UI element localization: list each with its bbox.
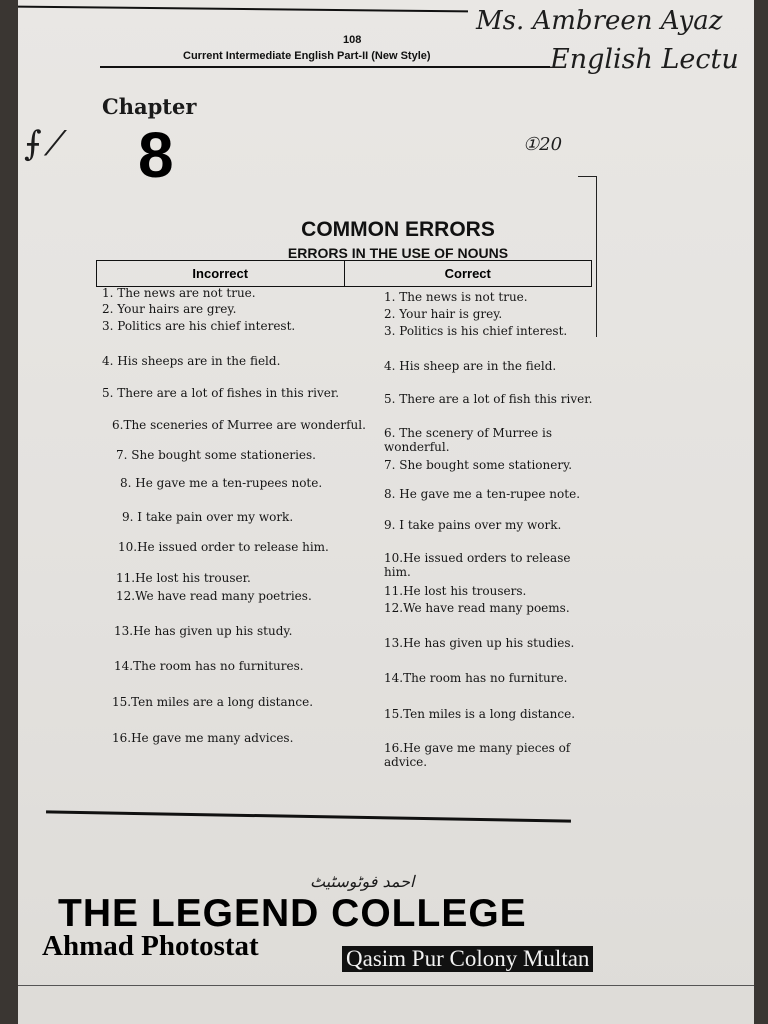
incorrect-16: 16.He gave me many advices. [112, 731, 294, 745]
margin-pen-mark: ⨍ ⁄ [24, 124, 59, 164]
incorrect-2: 2. Your hairs are grey. [102, 302, 237, 316]
correct-2: 2. Your hair is grey. [384, 307, 503, 321]
correct-5: 5. There are a lot of fish this river. [384, 392, 593, 406]
incorrect-15: 15.Ten miles are a long distance. [112, 695, 314, 709]
correct-15: 15.Ten miles is a long distance. [384, 707, 576, 721]
handwritten-name: Ms. Ambreen Ayaz [476, 6, 723, 36]
document-page [18, 0, 754, 1024]
correct-9: 9. I take pains over my work. [384, 518, 562, 532]
correct-12: 12.We have read many poems. [384, 601, 570, 615]
correct-7: 7. She bought some stationery. [384, 458, 573, 472]
shop-name: Ahmad Photostat [42, 930, 259, 962]
incorrect-4: 4. His sheeps are in the field. [102, 354, 281, 368]
correct-1: 1. The news is not true. [384, 290, 528, 304]
incorrect-8: 8. He gave me a ten-rupees note. [120, 476, 323, 490]
incorrect-1: 1. The news are not true. [102, 286, 256, 300]
incorrect-9: 9. I take pain over my work. [122, 510, 294, 524]
incorrect-14: 14.The room has no furnitures. [114, 659, 304, 673]
correct-10: 10.He issued orders to release him. [384, 551, 571, 579]
shop-address: Qasim Pur Colony Multan [342, 946, 593, 972]
footer-rule [46, 810, 571, 822]
correct-4: 4. His sheep are in the field. [384, 359, 557, 373]
header-rule [100, 66, 550, 68]
bottom-rule [18, 985, 754, 986]
correct-3: 3. Politics is his chief interest. [384, 324, 568, 338]
chapter-number: 8 [138, 119, 174, 191]
page-number: 108 [343, 34, 362, 46]
column-header-incorrect: Incorrect [97, 261, 345, 286]
correct-6: 6. The scenery of Murree is wonderful. [384, 426, 553, 454]
urdu-shop-name: احمد فوٹوسٹیٹ [310, 872, 415, 891]
correct-11: 11.He lost his trousers. [384, 584, 527, 598]
incorrect-5: 5. There are a lot of fishes in this river. [102, 386, 340, 400]
section-subtitle: ERRORS IN THE USE OF NOUNS [287, 245, 509, 261]
correct-14: 14.The room has no furniture. [384, 671, 568, 685]
correct-8: 8. He gave me a ten-rupee note. [384, 487, 581, 501]
incorrect-7: 7. She bought some stationeries. [116, 448, 316, 462]
handwritten-mark: ①20 [523, 134, 563, 155]
section-title: COMMON ERRORS [301, 218, 495, 241]
correct-16: 16.He gave me many pieces of advice. [384, 741, 571, 769]
running-header: Current Intermediate English Part-II (New Style) [183, 50, 431, 62]
incorrect-3: 3. Politics are his chief interest. [102, 319, 296, 333]
incorrect-11: 11.He lost his trouser. [116, 571, 251, 585]
table-header [96, 260, 592, 287]
college-name: THE LEGEND COLLEGE [58, 892, 527, 935]
top-edge-rule [18, 6, 468, 13]
incorrect-12: 12.We have read many poetries. [116, 589, 312, 603]
column-header-correct: Correct [444, 266, 491, 281]
incorrect-10: 10.He issued order to release him. [118, 540, 329, 554]
correct-13: 13.He has given up his studies. [384, 636, 575, 650]
handwritten-subtitle: English Lectu [550, 44, 739, 75]
chapter-label: Chapter [102, 94, 197, 119]
incorrect-13: 13.He has given up his study. [114, 624, 293, 638]
incorrect-6: 6.The sceneries of Murree are wonderful. [112, 418, 366, 432]
